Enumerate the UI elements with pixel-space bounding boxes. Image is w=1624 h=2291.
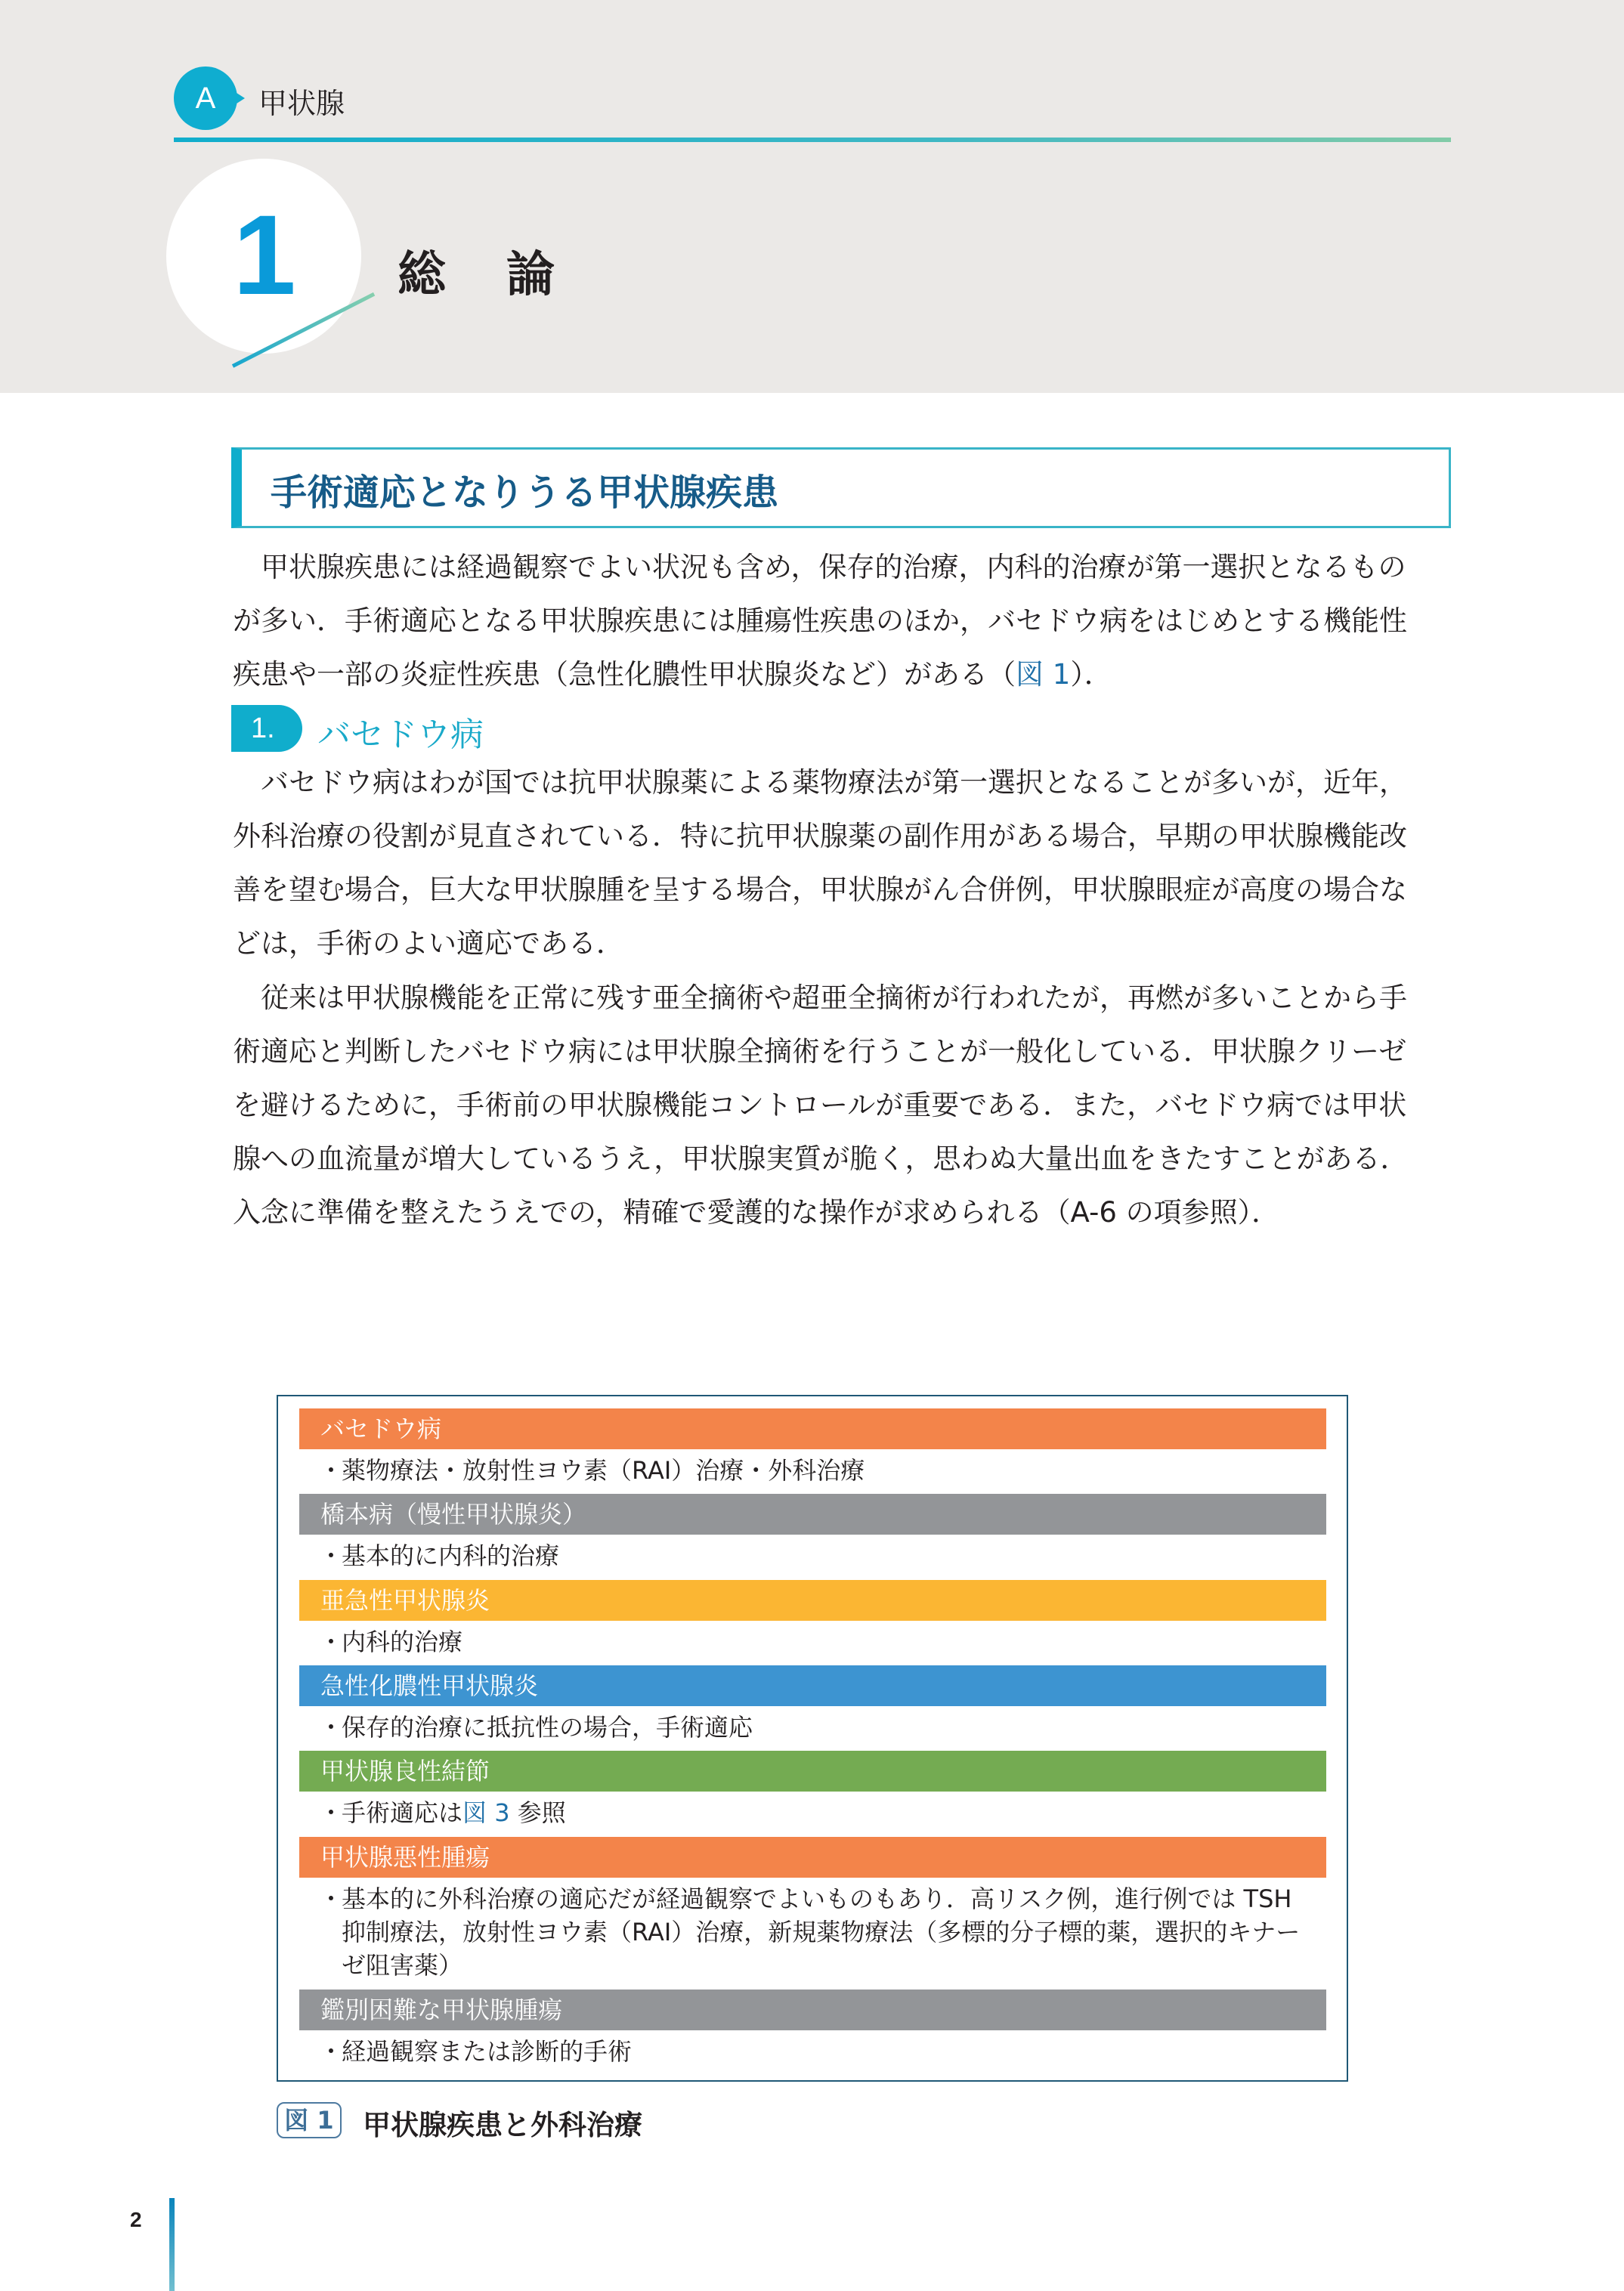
figure-item: ・ 内科的治療 — [319, 1628, 463, 1656]
figure-caption-title: 甲状腺疾患と外科治療 — [363, 2109, 642, 2141]
part-divider — [174, 138, 1451, 142]
graves-paragraph-1 — [233, 756, 1451, 970]
graves-paragraph-2 — [233, 971, 1451, 1239]
paragraph-line: 甲状腺疾患には経過観察でよい状況も含め，保存的治療，内科的治療が第一選択となるもの — [233, 551, 1406, 583]
figure-category-bar: バセドウ病 — [299, 1408, 1326, 1449]
paragraph-line: 腺への血流量が増大しているうえ，甲状腺実質が脆く，思わぬ大量出血をきたすことがある． — [233, 1142, 1409, 1175]
paragraph-line: が多い．手術適応となる甲状腺疾患には腫瘍性疾患のほか，バセドウ病をはじめとする機能性 — [233, 604, 1407, 637]
figure-category-bar: 亜急性甲状腺炎 — [299, 1580, 1326, 1621]
figure-item: ・ 経過観察または診断的手術 — [319, 2037, 633, 2066]
subsection-number-badge: 1. — [231, 705, 302, 752]
paragraph-line: 入念に準備を整えたうえでの，精確で愛護的な操作が求められる（A-6 の項参照）． — [233, 1196, 1280, 1229]
paragraph-line: どは，手術のよい適応である． — [233, 927, 624, 960]
subsection-title: バセドウ病 — [317, 716, 484, 754]
page-number-bar — [169, 2198, 175, 2291]
intro-paragraph — [233, 540, 1451, 701]
paragraph-line: バセドウ病はわが国では抗甲状腺薬による薬物療法が第一選択となることが多いが，近年， — [233, 766, 1407, 799]
part-badge: A — [174, 66, 237, 130]
section-heading-box — [231, 447, 1451, 528]
paragraph-line: を避けるために，手術前の甲状腺機能コントロールが重要である．また，バセドウ病では甲状 — [233, 1089, 1407, 1121]
chapter-number: 1 — [233, 191, 296, 318]
figure-item: ・ 基本的に外科治療の適応だが経過観察でよいものもあり．高リスク例，進行例では TSH 抑制療法，放射性ヨウ素（RAI）治療，新規薬物療法（多標的分子標的薬，選択的キナーゼ阻害薬） — [319, 1884, 1301, 1980]
figure-item: ・ 手術適応は図 3 参照 — [319, 1798, 566, 1827]
page-number: 2 — [130, 2208, 142, 2231]
figure-item: ・ 基本的に内科的治療 — [319, 1541, 560, 1570]
figure-1-box — [277, 1395, 1348, 2082]
paragraph-line: 善を望む場合，巨大な甲状腺腫を呈する場合，甲状腺がん合併例，甲状腺眼症が高度の場合な — [233, 873, 1407, 906]
figure-category-bar: 甲状腺悪性腫瘍 — [299, 1837, 1326, 1878]
paragraph-line: 疾患や一部の炎症性疾患（急性化膿性甲状腺炎など）がある（図 1）． — [233, 658, 1112, 691]
figure-category-bar: 橋本病（慢性甲状腺炎） — [299, 1494, 1326, 1535]
figure-category-bar: 急性化膿性甲状腺炎 — [299, 1665, 1326, 1706]
figure-item: ・ 保存的治療に抵抗性の場合，手術適応 — [319, 1713, 753, 1742]
part-title: 甲状腺 — [258, 87, 345, 120]
figure-1-link[interactable]: 図 1 — [1016, 658, 1071, 691]
figure-category-bar: 甲状腺良性結節 — [299, 1751, 1326, 1792]
figure-category-bar: 鑑別困難な甲状腺腫瘍 — [299, 1990, 1326, 2030]
figure-3-link[interactable]: 図 3 — [462, 1798, 510, 1827]
paragraph-line: 外科治療の役割が見直されている．特に抗甲状腺薬の副作用がある場合，早期の甲状腺機能改 — [233, 820, 1407, 852]
figure-caption-label: 図 1 — [277, 2102, 342, 2138]
paragraph-line: 術適応と判断したバセドウ病には甲状腺全摘術を行うことが一般化している．甲状腺クリーゼ — [233, 1035, 1407, 1068]
chapter-title: 総論 — [397, 247, 615, 303]
paragraph-line: 従来は甲状腺機能を正常に残す亜全摘術や超亜全摘術が行われたが，再燃が多いことから手 — [233, 982, 1407, 1014]
section-title: 手術適応となりうる甲状腺疾患 — [271, 471, 779, 514]
figure-item: ・ 薬物療法・放射性ヨウ素（RAI）治療・外科治療 — [319, 1456, 865, 1485]
